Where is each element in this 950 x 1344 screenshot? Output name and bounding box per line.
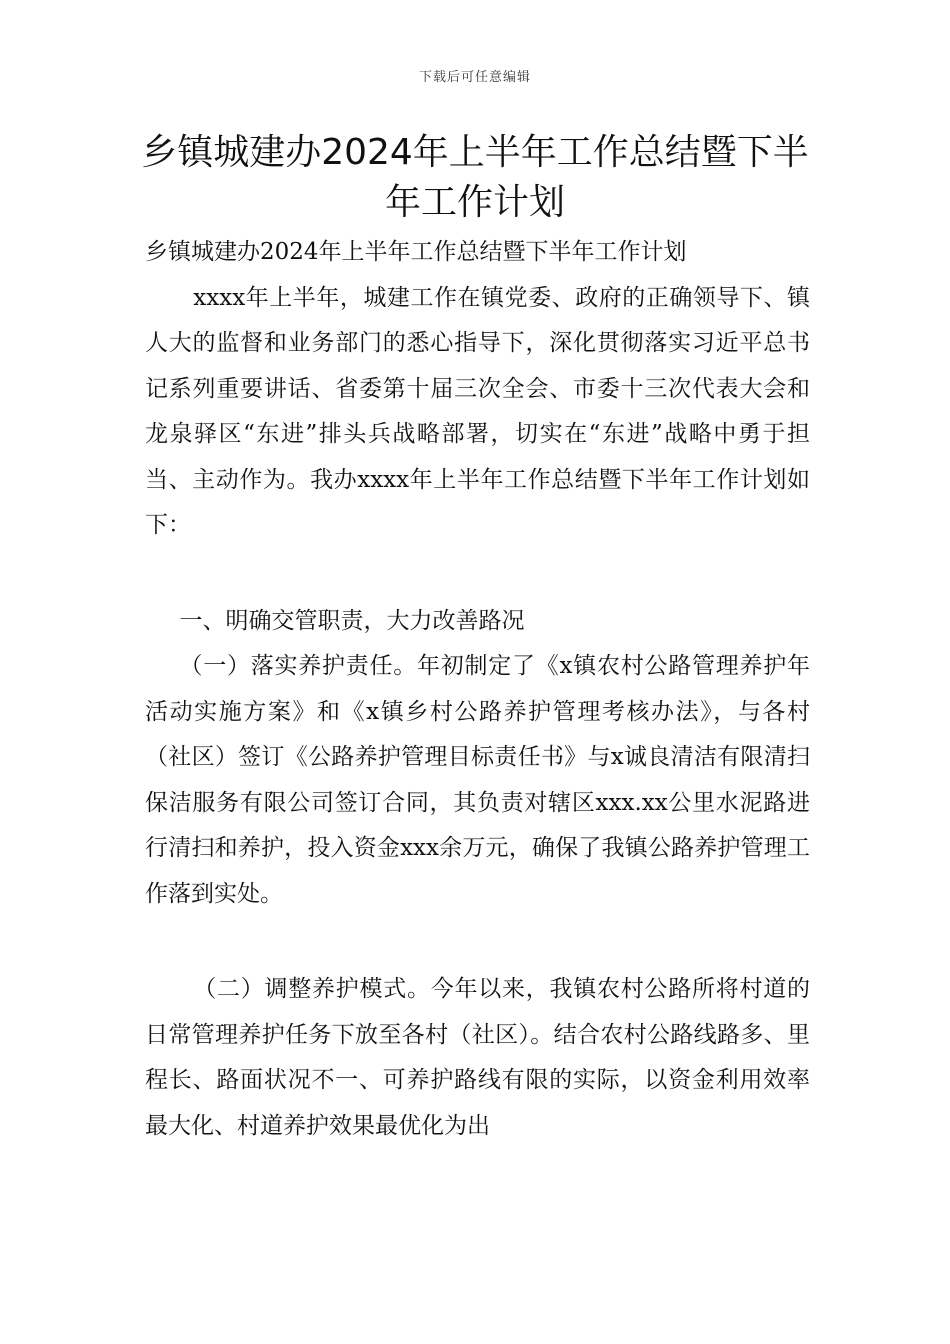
intro-paragraph: xxxx年上半年，城建工作在镇党委、政府的正确领导下、镇人大的监督和业务部门的悉心指导下，深化贯彻落实习近平总书记系列重要讲话、省委第十届三次全会、市委十三次代表大会和龙泉驿区“东进”排头兵战略部署，切实在“东进”战略中勇于担当、主动作为。我办xxxx年上半年工作总结暨下半年工作计划如下： xyxy=(145,284,810,538)
paragraph-gap xyxy=(145,549,810,599)
document-title: 乡镇城建办2024年上半年工作总结暨下半年工作计划 xyxy=(141,132,809,223)
paragraph-gap xyxy=(145,917,810,967)
document-body xyxy=(145,230,810,1149)
section-paragraph-1: （一）落实养护责任。年初制定了《x镇农村公路管理养护年活动实施方案》和《x镇乡村公路养护管理考核办法》，与各村（社区）签订《公路养护管理目标责任书》与x诚良清洁有限清扫保洁服务有限公司签订合同，其负责对辖区xxx.xx公里水泥路进行清扫和养护，投入资金xxx余万元，确保了我镇公路养护管理工作落到实处。 xyxy=(145,653,810,907)
document-subtitle: 乡镇城建办2024年上半年工作总结暨下半年工作计划 xyxy=(145,239,687,265)
section-heading: 一、明确交管职责，大力改善路况 xyxy=(179,607,525,634)
header-note: 下载后可任意编辑 xyxy=(418,70,531,85)
section-paragraph-2: （二）调整养护模式。今年以来，我镇农村公路所将村道的日常管理养护任务下放至各村（社区）。结合农村公路线路多、里程长、路面状况不一、可养护路线有限的实际，以资金利用效率最大化、村道养护效果最优化为出 xyxy=(145,976,810,1139)
